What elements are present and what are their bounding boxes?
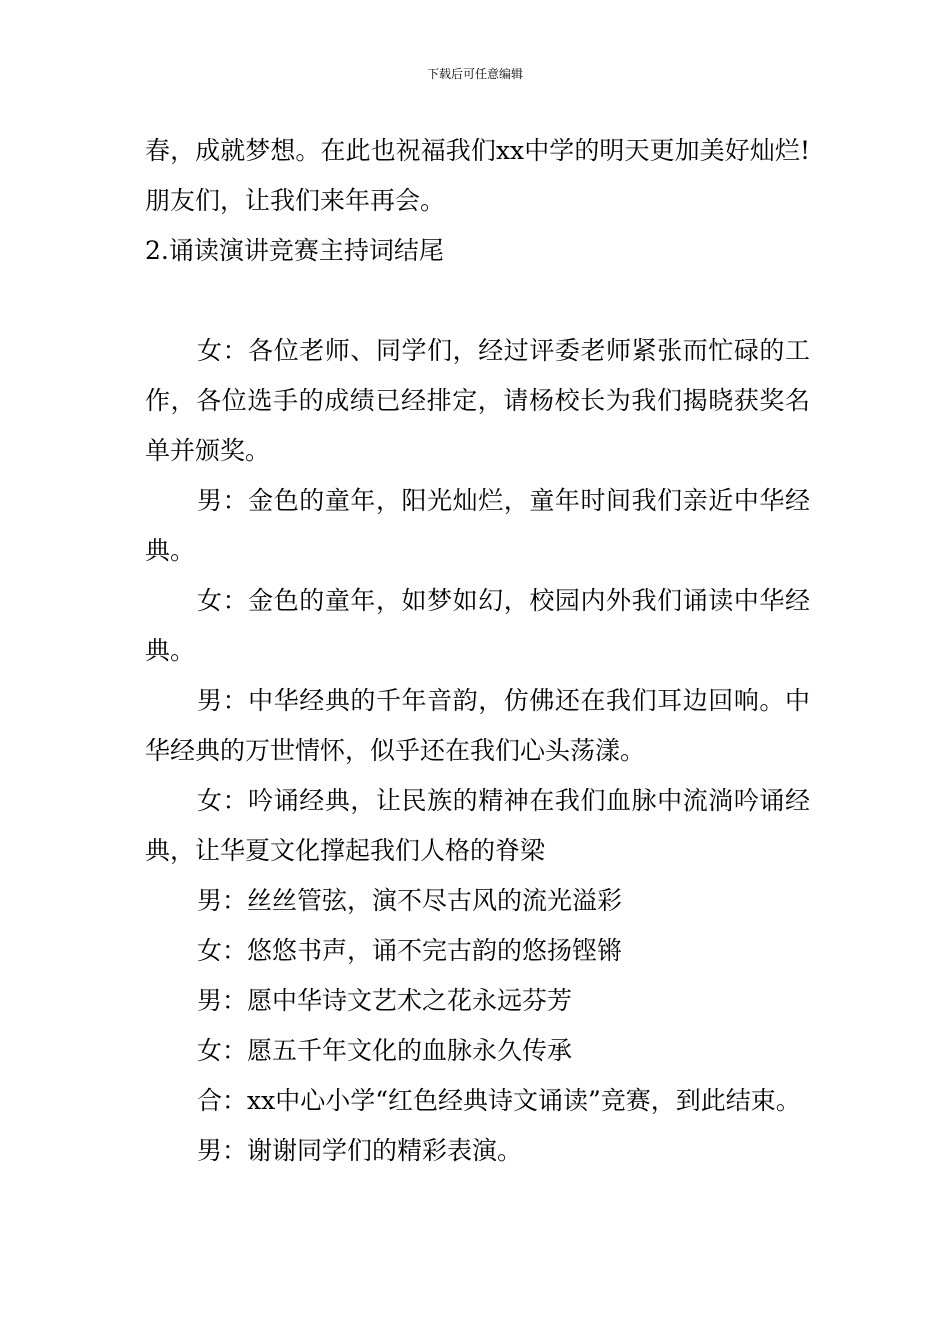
dialogue-line: 女：愿五千年文化的血脉永久传承 [197, 1036, 573, 1065]
dialogue-line: 女：各位老师、同学们，经过评委老师紧张而忙碌的工作，各位选手的成绩已经排定，请杨校长为我们揭晓获奖名单并颁奖。 [145, 336, 810, 465]
section-heading: 2.诵读演讲竞赛主持词结尾 [145, 236, 444, 265]
dialogue-line: 男：丝丝管弦，演不尽古风的流光溢彩 [197, 886, 623, 915]
dialogue-line: 合：xx中心小学“红色经典诗文诵读”竞赛，到此结束。 [197, 1086, 801, 1115]
dialogue-line: 女：吟诵经典，让民族的精神在我们血脉中流淌吟诵经典，让华夏文化撑起我们人格的脊梁 [145, 786, 810, 865]
paragraph-continuation: 春，成就梦想。在此也祝福我们xx中学的明天更加美好灿烂!朋友们，让我们来年再会。 [145, 136, 810, 215]
dialogue-line: 男：谢谢同学们的精彩表演。 [197, 1136, 523, 1165]
dialogue-line: 男：中华经典的千年音韵，仿佛还在我们耳边回响。中华经典的万世情怀，似乎还在我们心头荡漾。 [145, 686, 810, 765]
dialogue-line: 男：金色的童年，阳光灿烂，童年时间我们亲近中华经典。 [145, 486, 810, 565]
blank-line [145, 276, 810, 326]
dialogue-line: 男：愿中华诗文艺术之花永远芬芳 [197, 986, 573, 1015]
dialogue-line: 女：金色的童年，如梦如幻，校园内外我们诵读中华经典。 [145, 586, 810, 665]
page-header-note: 下载后可任意编辑 [426, 67, 523, 81]
dialogue-line: 女：悠悠书声，诵不完古韵的悠扬铿锵 [197, 936, 623, 965]
document-body [145, 126, 810, 1176]
